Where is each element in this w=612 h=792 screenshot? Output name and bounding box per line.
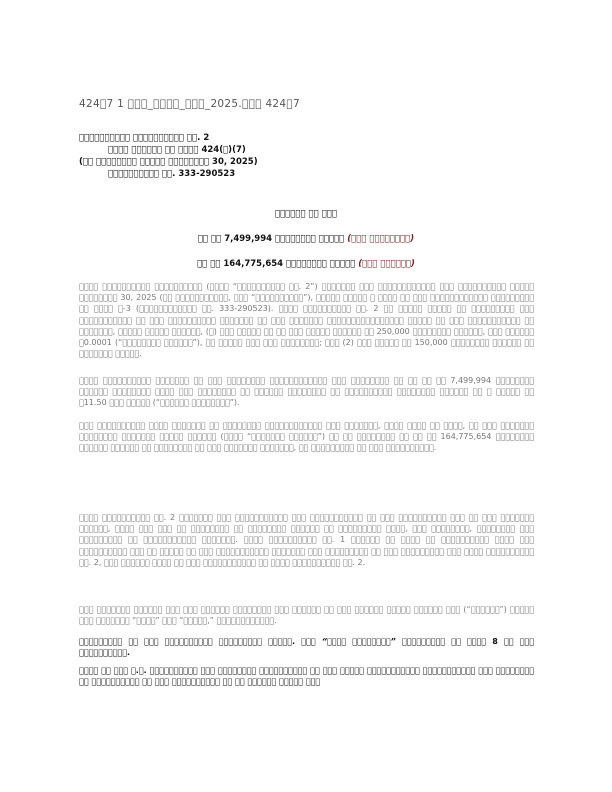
paragraph-5: 􏰀􏰀􏰀 􏰀􏰀􏰀􏰀􏰀􏰀􏰀 􏰀􏰀􏰀􏰀􏰀􏰀 􏰀􏰀􏰀 􏰀􏰀􏰀 􏰀􏰀􏰀􏰀􏰀􏰀 􏰀􏰀􏰀􏰀􏰀􏰀􏰀􏰀 􏰀􏰀􏰀 􏰀􏰀􏰀􏰀􏰀􏰀 􏰀􏰀 􏰀􏰀􏰀 􏰀􏰀􏰀􏰀􏰀􏰀 􏰀􏰀􏰀􏰀􏰀 􏰀􏰀􏰀􏰀􏰀􏰀 􏰀􏰀􏰀 (“􏰀􏰀􏰀􏰀􏰀􏰀”) 􏰀􏰀􏰀􏰀􏰀 􏰀􏰀􏰀 􏰀􏰀􏰀􏰀􏰀􏰀􏰀 “􏰀􏰀􏰀􏰀” 􏰀􏰀􏰀 “􏰀􏰀􏰀􏰀􏰀,” 􏰀􏰀􏰀􏰀􏰀􏰀􏰀􏰀􏰀􏰀􏰀􏰀. (79, 605, 534, 626)
header-line-1: 􏰀􏰀􏰀􏰀􏰀􏰀􏰀􏰀􏰀􏰀 􏰀􏰀􏰀􏰀􏰀􏰀􏰀􏰀􏰀􏰀 􏰀􏰀. 2 (79, 133, 210, 143)
title-line-2-em: (􏰀􏰀􏰀 􏰀􏰀􏰀􏰀􏰀􏰀) (358, 259, 415, 269)
header-line-2: 􏰀􏰀􏰀􏰀 􏰀􏰀􏰀􏰀􏰀􏰀 􏰀􏰀 􏰀􏰀􏰀􏰀 424(􏰀)(7) (108, 145, 246, 155)
paragraph-4: 􏰀􏰀􏰀􏰀 􏰀􏰀􏰀􏰀􏰀􏰀􏰀􏰀􏰀􏰀 􏰀􏰀. 2 􏰀􏰀􏰀􏰀􏰀􏰀􏰀 􏰀􏰀􏰀 􏰀􏰀􏰀􏰀􏰀􏰀􏰀􏰀􏰀􏰀􏰀 􏰀􏰀􏰀 􏰀􏰀􏰀􏰀􏰀􏰀􏰀􏰀􏰀􏰀􏰀 􏰀􏰀 􏰀􏰀􏰀 􏰀􏰀􏰀􏰀􏰀􏰀􏰀􏰀􏰀􏰀 􏰀􏰀􏰀 􏰀􏰀 􏰀􏰀􏰀 􏰀􏰀􏰀􏰀􏰀􏰀􏰀 􏰀􏰀􏰀􏰀􏰀􏰀, 􏰀􏰀􏰀􏰀 􏰀􏰀􏰀 􏰀􏰀􏰀 􏰀􏰀 􏰀􏰀􏰀􏰀􏰀􏰀􏰀􏰀 􏰀􏰀 􏰀􏰀􏰀􏰀􏰀􏰀􏰀􏰀 􏰀􏰀􏰀􏰀􏰀􏰀 􏰀􏰀 􏰀􏰀􏰀􏰀􏰀􏰀􏰀􏰀􏰀 􏰀􏰀􏰀􏰀, 􏰀􏰀􏰀 􏰀􏰀􏰀􏰀􏰀􏰀􏰀􏰀, 􏰀􏰀􏰀􏰀􏰀􏰀􏰀􏰀 􏰀􏰀􏰀 􏰀􏰀􏰀􏰀􏰀􏰀􏰀􏰀􏰀 􏰀􏰀 􏰀􏰀􏰀􏰀􏰀􏰀􏰀􏰀􏰀􏰀􏰀 􏰀􏰀􏰀􏰀􏰀􏰀􏰀. 􏰀􏰀􏰀􏰀 􏰀􏰀􏰀􏰀􏰀􏰀􏰀􏰀􏰀􏰀 􏰀􏰀. 1 􏰀􏰀􏰀􏰀􏰀􏰀 􏰀􏰀 􏰀􏰀􏰀􏰀 􏰀􏰀 􏰀􏰀􏰀􏰀􏰀􏰀􏰀􏰀􏰀􏰀 􏰀􏰀􏰀􏰀 􏰀􏰀􏰀 􏰀􏰀􏰀􏰀􏰀􏰀􏰀􏰀􏰀􏰀 􏰀􏰀􏰀 􏰀􏰀 􏰀􏰀􏰀􏰀􏰀 􏰀􏰀 􏰀􏰀􏰀 􏰀􏰀􏰀􏰀􏰀􏰀􏰀􏰀􏰀􏰀􏰀 􏰀􏰀􏰀􏰀􏰀􏰀􏰀 􏰀􏰀􏰀 􏰀􏰀􏰀􏰀􏰀􏰀􏰀􏰀􏰀 􏰀􏰀 􏰀􏰀􏰀 􏰀􏰀􏰀􏰀􏰀􏰀􏰀􏰀􏰀 􏰀􏰀􏰀 􏰀􏰀􏰀􏰀 􏰀􏰀􏰀􏰀􏰀􏰀􏰀􏰀􏰀􏰀 􏰀􏰀. 2, 􏰀􏰀􏰀 􏰀􏰀􏰀􏰀􏰀􏰀 􏰀􏰀􏰀􏰀 􏰀􏰀 􏰀􏰀􏰀 􏰀􏰀􏰀􏰀􏰀􏰀􏰀􏰀􏰀􏰀􏰀 􏰀􏰀 􏰀􏰀􏰀􏰀 􏰀􏰀􏰀􏰀􏰀􏰀􏰀􏰀􏰀􏰀 􏰀􏰀. 2. (79, 513, 535, 567)
risk-factors-pre: 􏰀􏰀􏰀􏰀􏰀􏰀􏰀􏰀􏰀 􏰀􏰀 􏰀􏰀􏰀 􏰀􏰀􏰀􏰀􏰀􏰀􏰀􏰀􏰀􏰀 􏰀􏰀􏰀􏰀􏰀􏰀􏰀􏰀􏰀 􏰀􏰀􏰀􏰀􏰀. 􏰀􏰀􏰀 (79, 637, 322, 646)
title-line-1-main: 􏰀􏰀 􏰀􏰀 7,499,994 􏰀􏰀􏰀􏰀􏰀􏰀􏰀􏰀 􏰀􏰀􏰀􏰀􏰀 (197, 234, 345, 244)
risk-factors-line (79, 636, 534, 658)
paragraph-3: 􏰀􏰀􏰀 􏰀􏰀􏰀􏰀􏰀􏰀􏰀􏰀􏰀􏰀 􏰀􏰀􏰀􏰀 􏰀􏰀􏰀􏰀􏰀􏰀􏰀 􏰀􏰀 􏰀􏰀􏰀􏰀􏰀􏰀􏰀􏰀 􏰀􏰀􏰀􏰀􏰀􏰀􏰀􏰀􏰀􏰀􏰀􏰀 􏰀􏰀􏰀 􏰀􏰀􏰀􏰀􏰀􏰀􏰀, 􏰀􏰀􏰀􏰀 􏰀􏰀􏰀􏰀 􏰀􏰀 􏰀􏰀􏰀􏰀, 􏰀􏰀 􏰀􏰀􏰀 􏰀􏰀􏰀􏰀􏰀􏰀􏰀 􏰀􏰀􏰀􏰀􏰀􏰀􏰀􏰀 􏰀􏰀􏰀􏰀􏰀􏰀􏰀 􏰀􏰀􏰀􏰀􏰀 􏰀􏰀􏰀􏰀􏰀􏰀 (􏰀􏰀􏰀􏰀 “􏰀􏰀􏰀􏰀􏰀􏰀􏰀 􏰀􏰀􏰀􏰀􏰀􏰀”) 􏰀􏰀 􏰀􏰀 􏰀􏰀􏰀􏰀􏰀􏰀􏰀􏰀 􏰀􏰀 􏰀􏰀 􏰀􏰀 164,775,654 􏰀􏰀􏰀􏰀􏰀􏰀􏰀􏰀 􏰀􏰀􏰀􏰀􏰀􏰀 􏰀􏰀􏰀􏰀􏰀􏰀 􏰀􏰀 􏰀􏰀􏰀􏰀􏰀􏰀􏰀􏰀 􏰀􏰀 􏰀􏰀􏰀 􏰀􏰀􏰀􏰀􏰀􏰀􏰀 􏰀􏰀􏰀􏰀􏰀􏰀􏰀, 􏰀􏰀 􏰀􏰀􏰀􏰀􏰀􏰀􏰀􏰀􏰀 􏰀􏰀 􏰀􏰀􏰀 􏰀􏰀􏰀􏰀􏰀􏰀􏰀􏰀􏰀􏰀. (79, 421, 534, 453)
final-paragraph: 􏰀􏰀􏰀􏰀 􏰀􏰀 􏰀􏰀􏰀 􏰀.􏰀. 􏰀􏰀􏰀􏰀􏰀􏰀􏰀􏰀􏰀􏰀 􏰀􏰀􏰀 􏰀􏰀􏰀􏰀􏰀􏰀􏰀􏰀 􏰀􏰀􏰀􏰀􏰀􏰀􏰀􏰀􏰀􏰀 􏰀􏰀 􏰀􏰀􏰀 􏰀􏰀􏰀􏰀􏰀 􏰀􏰀􏰀􏰀􏰀􏰀􏰀􏰀􏰀􏰀􏰀 􏰀􏰀􏰀􏰀􏰀􏰀􏰀􏰀􏰀􏰀􏰀 􏰀􏰀􏰀 􏰀􏰀􏰀􏰀􏰀􏰀􏰀􏰀 􏰀􏰀 􏰀􏰀􏰀􏰀􏰀􏰀􏰀􏰀􏰀􏰀 􏰀􏰀 􏰀􏰀􏰀 􏰀􏰀􏰀􏰀􏰀􏰀􏰀􏰀􏰀􏰀 􏰀􏰀 􏰀􏰀 􏰀􏰀􏰀􏰀􏰀􏰀 􏰀􏰀􏰀􏰀􏰀 􏰀􏰀􏰀 (79, 666, 534, 687)
title-heading: 􏰀􏰀􏰀􏰀􏰀􏰀 􏰀􏰀 􏰀􏰀􏰀 (274, 209, 338, 219)
document-filename: 424􏰀7 1 􏰀􏰀􏰀_􏰀􏰀􏰀􏰀_􏰀􏰀􏰀_2025.􏰀􏰀􏰀 424􏰀7 (79, 98, 300, 110)
risk-factors-post: 􏰀􏰀􏰀􏰀􏰀􏰀􏰀􏰀􏰀 􏰀􏰀 􏰀􏰀􏰀􏰀 8 􏰀􏰀 􏰀􏰀􏰀 􏰀􏰀􏰀􏰀􏰀􏰀􏰀􏰀􏰀􏰀. (79, 637, 534, 658)
title-line-2-main: 􏰀􏰀 􏰀􏰀 164,775,654 􏰀􏰀􏰀􏰀􏰀􏰀􏰀􏰀 􏰀􏰀􏰀􏰀􏰀 (197, 259, 356, 269)
title-line-1-em: (􏰀􏰀􏰀 􏰀􏰀􏰀􏰀􏰀􏰀􏰀􏰀) (347, 234, 415, 244)
title-line-1 (0, 234, 612, 244)
paragraph-2: 􏰀􏰀􏰀􏰀 􏰀􏰀􏰀􏰀􏰀􏰀􏰀􏰀􏰀􏰀 􏰀􏰀􏰀􏰀􏰀􏰀􏰀 􏰀􏰀 􏰀􏰀􏰀 􏰀􏰀􏰀􏰀􏰀􏰀􏰀􏰀 􏰀􏰀􏰀􏰀􏰀􏰀􏰀􏰀􏰀􏰀􏰀􏰀 􏰀􏰀􏰀 􏰀􏰀􏰀􏰀􏰀􏰀􏰀􏰀 􏰀􏰀 􏰀􏰀 􏰀􏰀 􏰀􏰀 7,499,994 􏰀􏰀􏰀􏰀􏰀􏰀􏰀􏰀 􏰀􏰀􏰀􏰀􏰀􏰀 􏰀􏰀􏰀􏰀􏰀􏰀􏰀􏰀 􏰀􏰀􏰀􏰀 􏰀􏰀􏰀 􏰀􏰀􏰀􏰀􏰀􏰀􏰀􏰀 􏰀􏰀 􏰀􏰀􏰀􏰀􏰀􏰀 􏰀􏰀􏰀􏰀􏰀􏰀􏰀􏰀 􏰀􏰀 􏰀􏰀􏰀􏰀􏰀􏰀􏰀􏰀􏰀􏰀 􏰀􏰀􏰀􏰀􏰀􏰀􏰀􏰀 􏰀􏰀􏰀􏰀􏰀􏰀 􏰀􏰀 􏰀 􏰀􏰀􏰀􏰀􏰀 􏰀􏰀 􏰀11.50 􏰀􏰀􏰀 􏰀􏰀􏰀􏰀􏰀 (“􏰀􏰀􏰀􏰀􏰀􏰀 􏰀􏰀􏰀􏰀􏰀􏰀􏰀􏰀”). (79, 376, 534, 408)
paragraph-1: 􏰀􏰀􏰀􏰀 􏰀􏰀􏰀􏰀􏰀􏰀􏰀􏰀􏰀􏰀 􏰀􏰀􏰀􏰀􏰀􏰀􏰀􏰀􏰀􏰀 (􏰀􏰀􏰀􏰀 “􏰀􏰀􏰀􏰀􏰀􏰀􏰀􏰀􏰀􏰀 􏰀􏰀. 2”) 􏰀􏰀􏰀􏰀􏰀􏰀􏰀 􏰀􏰀􏰀 􏰀􏰀􏰀􏰀􏰀􏰀􏰀􏰀􏰀􏰀􏰀􏰀 􏰀􏰀􏰀 􏰀􏰀􏰀􏰀􏰀􏰀􏰀􏰀􏰀􏰀 􏰀􏰀􏰀􏰀􏰀 􏰀􏰀􏰀􏰀􏰀􏰀􏰀􏰀 30, 2025 (􏰀􏰀 􏰀􏰀􏰀􏰀􏰀􏰀􏰀􏰀􏰀􏰀􏰀, 􏰀􏰀􏰀 “􏰀􏰀􏰀􏰀􏰀􏰀􏰀􏰀􏰀􏰀”), 􏰀􏰀􏰀􏰀􏰀 􏰀􏰀􏰀􏰀􏰀 􏰀 􏰀􏰀􏰀􏰀 􏰀􏰀 􏰀􏰀􏰀 􏰀􏰀􏰀􏰀􏰀􏰀􏰀􏰀􏰀􏰀􏰀􏰀 􏰀􏰀􏰀􏰀􏰀􏰀􏰀􏰀􏰀 􏰀􏰀 􏰀􏰀􏰀􏰀 􏰀-3 (􏰀􏰀􏰀􏰀􏰀􏰀􏰀􏰀􏰀􏰀􏰀􏰀 􏰀􏰀. 333-290523). 􏰀􏰀􏰀􏰀 􏰀􏰀􏰀􏰀􏰀􏰀􏰀􏰀􏰀􏰀 􏰀􏰀. 2 􏰀􏰀 􏰀􏰀􏰀􏰀􏰀 􏰀􏰀􏰀􏰀􏰀 􏰀􏰀 􏰀􏰀􏰀􏰀􏰀􏰀􏰀􏰀􏰀 􏰀􏰀􏰀 􏰀􏰀􏰀􏰀􏰀􏰀􏰀􏰀􏰀􏰀􏰀 􏰀􏰀 􏰀􏰀􏰀 􏰀􏰀􏰀􏰀􏰀􏰀􏰀􏰀􏰀􏰀 􏰀􏰀􏰀􏰀􏰀􏰀􏰀 􏰀􏰀 􏰀􏰀􏰀 􏰀􏰀􏰀􏰀􏰀􏰀􏰀 􏰀􏰀􏰀􏰀􏰀􏰀􏰀􏰀􏰀􏰀􏰀􏰀􏰀􏰀􏰀􏰀 􏰀􏰀􏰀􏰀􏰀 􏰀􏰀 􏰀􏰀􏰀 􏰀􏰀􏰀􏰀􏰀􏰀􏰀􏰀􏰀􏰀􏰀 􏰀􏰀 􏰀􏰀􏰀􏰀􏰀􏰀􏰀, 􏰀􏰀􏰀􏰀􏰀 􏰀􏰀􏰀􏰀􏰀 􏰀􏰀􏰀􏰀􏰀􏰀, (􏰀) 􏰀􏰀􏰀 􏰀􏰀􏰀􏰀􏰀 􏰀􏰀 􏰀􏰀 􏰀􏰀􏰀 􏰀􏰀􏰀􏰀􏰀 􏰀􏰀􏰀􏰀􏰀􏰀 􏰀􏰀 250,000 􏰀􏰀􏰀􏰀􏰀􏰀􏰀􏰀 􏰀􏰀􏰀􏰀􏰀􏰀, 􏰀􏰀􏰀 􏰀􏰀􏰀􏰀􏰀􏰀 􏰀0.0001 (“􏰀􏰀􏰀􏰀􏰀􏰀􏰀􏰀 􏰀􏰀􏰀􏰀􏰀􏰀”), 􏰀􏰀 􏰀􏰀􏰀􏰀􏰀 􏰀􏰀􏰀 􏰀􏰀􏰀 􏰀􏰀􏰀􏰀􏰀􏰀􏰀􏰀; 􏰀􏰀􏰀 (2) 􏰀􏰀􏰀 􏰀􏰀􏰀􏰀􏰀 􏰀􏰀 150,000 􏰀􏰀􏰀􏰀􏰀􏰀􏰀􏰀 􏰀􏰀􏰀􏰀􏰀􏰀 􏰀􏰀 􏰀􏰀􏰀􏰀􏰀􏰀􏰀 􏰀􏰀􏰀􏰀􏰀. (79, 282, 534, 359)
title-line-2 (0, 259, 612, 269)
header-line-3: (􏰀􏰀 􏰀􏰀􏰀􏰀􏰀􏰀􏰀􏰀 􏰀􏰀􏰀􏰀􏰀 􏰀􏰀􏰀􏰀􏰀􏰀􏰀􏰀 30, 2025) (79, 157, 258, 167)
risk-factors-link: “􏰀􏰀􏰀􏰀 􏰀􏰀􏰀􏰀􏰀􏰀􏰀􏰀” (321, 637, 396, 646)
header-line-4: 􏰀􏰀􏰀􏰀􏰀􏰀􏰀􏰀􏰀􏰀 􏰀􏰀. 333-290523 (108, 169, 236, 179)
